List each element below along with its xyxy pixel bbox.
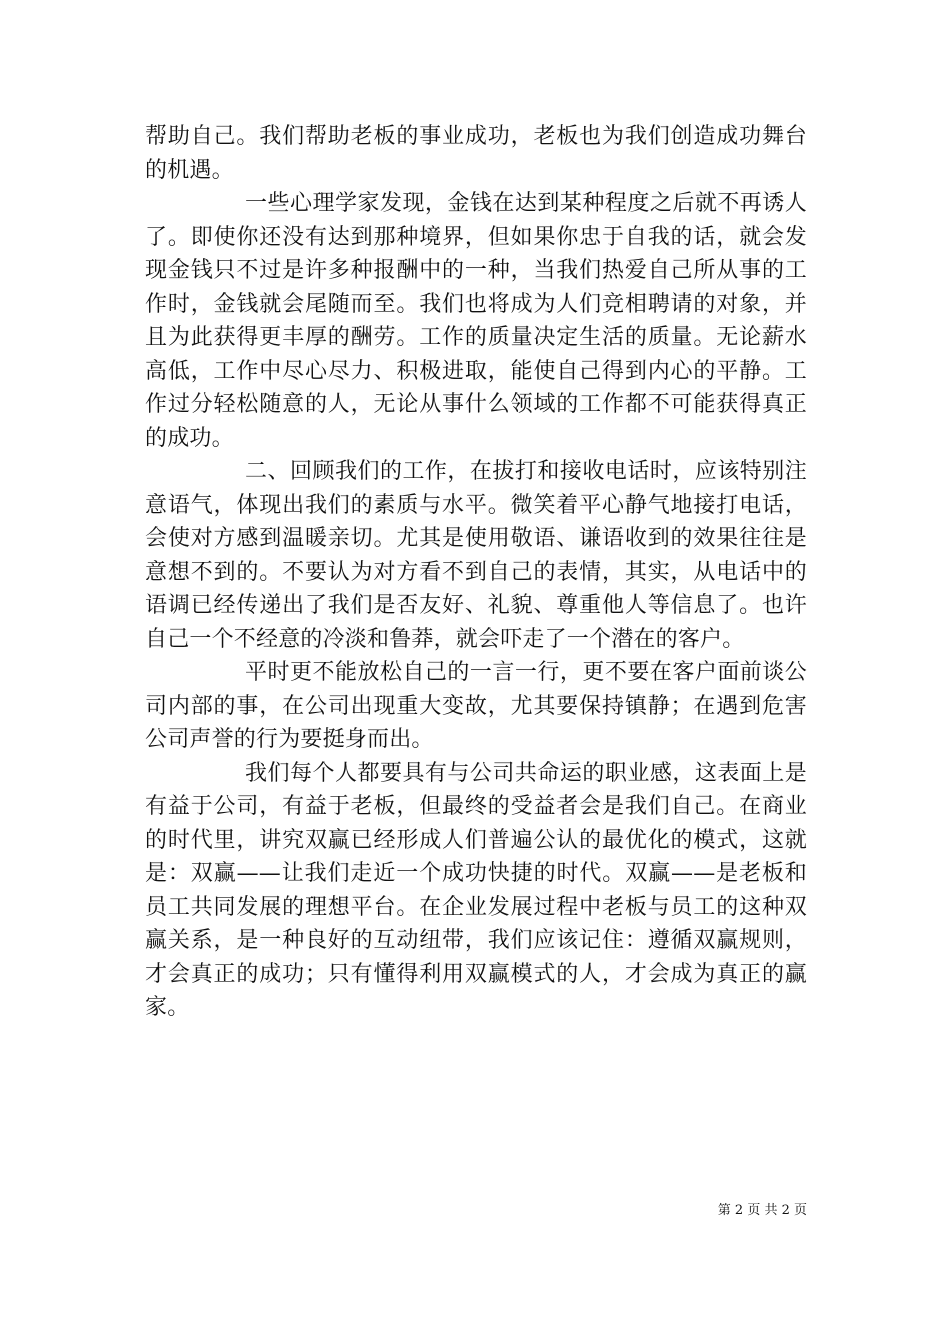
paragraph-2: 一些心理学家发现，金钱在达到某种程度之后就不再诱人了。即使你还没有达到那种境界，但如果你忠于自我的话，就会发现金钱只不过是许多种报酬中的一种，当我们热爱自己所从事的工作时，金钱就会尾随而至。我们也将成为人们竞相聘请的对象，并且为此获得更丰厚的酬劳。工作的质量决定生活的质量。无论薪水高低，工作中尽心尽力、积极进取，能使自己得到内心的平静。工作过分轻松随意的人，无论从事什么领域的工作都不可能获得真正的成功。 [145,191,807,451]
paragraph-3: 二、回顾我们的工作，在拔打和接收电话时，应该特别注意语气，体现出我们的素质与水平。微笑着平心静气地接打电话，会使对方感到温暖亲切。尤其是使用敬语、谦语收到的效果往往是意想不到的。不要认为对方看不到自己的表情，其实，从电话中的语调已经传递出了我们是否友好、礼貌、尊重他人等信息了。也许自己一个不经意的冷淡和鲁莽，就会吓走了一个潜在的客户。 [145,459,807,652]
page-number-footer: 第 2 页 共 2 页 [717,1203,807,1218]
paragraph-4: 平时更不能放松自己的一言一行，更不要在客户面前谈公司内部的事，在公司出现重大变故，尤其要保持镇静；在遇到危害公司声誉的行为要挺身而出。 [145,660,807,752]
paragraph-5: 我们每个人都要具有与公司共命运的职业感，这表面上是有益于公司，有益于老板，但最终的受益者会是我们自己。在商业的时代里，讲究双赢已经形成人们普遍公认的最优化的模式，这就是：双赢——让我们走近一个成功快捷的时代。双赢——是老板和员工共同发展的理想平台。在企业发展过程中老板与员工的这种双赢关系，是一种良好的互动纽带，我们应该记住：遵循双赢规则，才会真正的成功；只有懂得利用双赢模式的人，才会成为真正的赢家。 [145,760,807,1020]
document-body [145,120,807,1025]
paragraph-1: 帮助自己。我们帮助老板的事业成功，老板也为我们创造成功舞台的机遇。 [145,124,807,183]
